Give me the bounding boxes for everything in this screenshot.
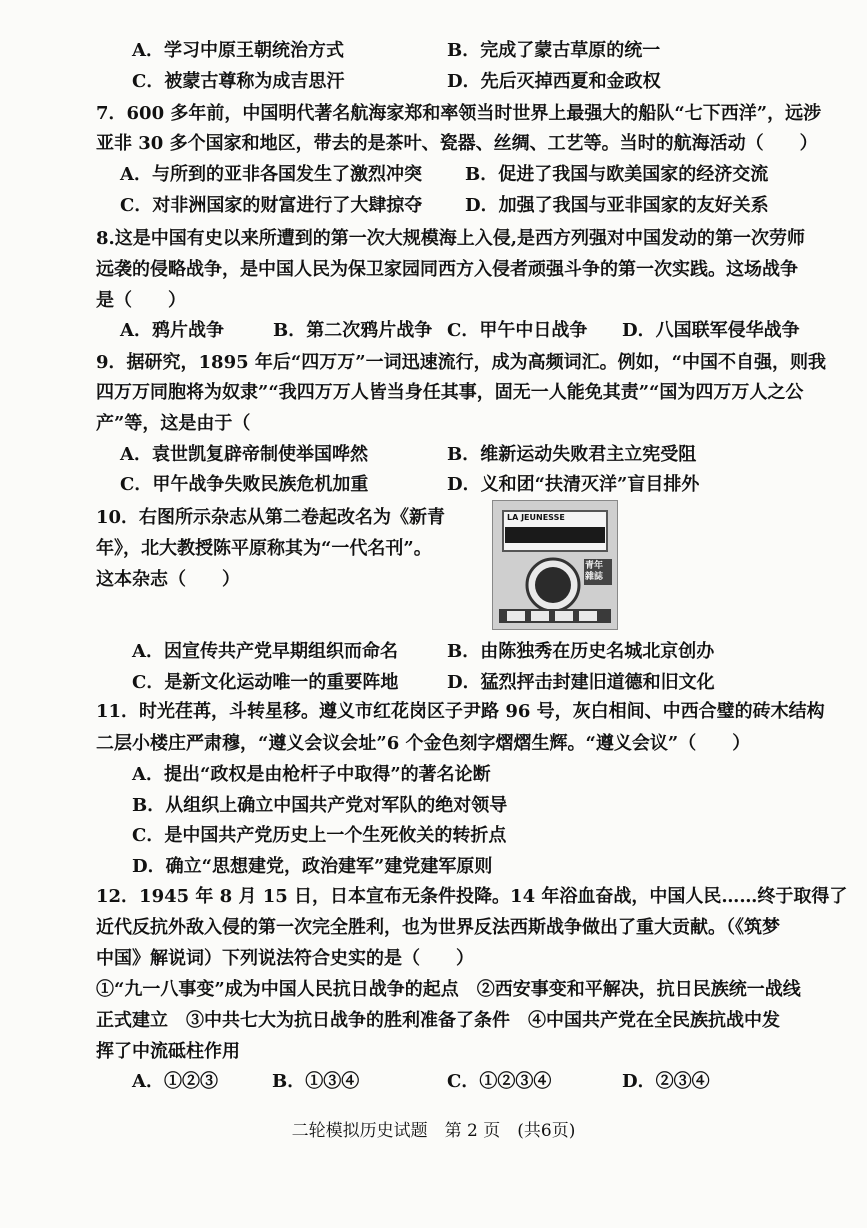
q12-statement-line2: 正式建立 ③中共七大为抗日战争的胜利准备了条件 ④中国共产党在全民族抗战中发 [96, 1010, 780, 1031]
q11-stem-line2: 二层小楼庄严肃穆，“遵义会议会址”6 个金色刻字熠熠生辉。“遵义会议”（ ） [96, 733, 751, 754]
q10-option-b: B．由陈独秀在历史名城北京创办 [447, 641, 715, 662]
q10-option-d: D．猛烈抨击封建旧道德和旧文化 [447, 672, 715, 693]
magazine-cover-image [492, 500, 618, 630]
q7-option-a: A．与所到的亚非各国发生了激烈冲突 [120, 164, 422, 185]
q8-option-d: D．八国联军侵华战争 [622, 320, 800, 341]
q10-option-a: A．因宣传共产党早期组织而命名 [132, 641, 398, 662]
q8-option-a: A．鸦片战争 [120, 320, 224, 341]
q12-statement-line1: ①“九一八事变”成为中国人民抗日战争的起点 ②西安事变和平解决，抗日民族统一战线 [96, 979, 801, 1000]
q11-option-c: C．是中国共产党历史上一个生死攸关的转折点 [132, 825, 507, 846]
q7-stem-line2: 亚非 30 多个国家和地区，带去的是茶叶、瓷器、丝绸、工艺等。当时的航海活动（ ） [96, 133, 818, 154]
q12-stem-line3: 中国》解说词）下列说法符合史实的是（ ） [96, 948, 474, 969]
q10-stem-line3: 这本杂志（ ） [96, 569, 240, 590]
q6-option-c: C．被蒙古尊称为成吉思汗 [132, 71, 345, 92]
q7-option-d: D．加强了我国与亚非国家的友好关系 [465, 195, 769, 216]
q6-option-d: D．先后灭掉西夏和金政权 [447, 71, 661, 92]
q8-option-b: B．第二次鸦片战争 [273, 320, 433, 341]
q7-stem-line1: 7．600 多年前，中国明代著名航海家郑和率领当时世界上最强大的船队“七下西洋”，远涉 [96, 103, 822, 124]
q12-statement-line3: 挥了中流砥柱作用 [96, 1041, 240, 1062]
q9-option-b: B．维新运动失败君主立宪受阻 [447, 444, 697, 465]
magazine-cover-chinese-title: 青年雜誌 [585, 561, 604, 582]
q9-stem-line2: 四万万同胞将为奴隶”“我四万万人皆当身任其事，固无一人能免其责”“国为四万万人之公 [96, 382, 804, 403]
q10-stem-line1: 10．右图所示杂志从第二卷起改名为《新青 [96, 507, 446, 528]
q12-option-d: D．②③④ [622, 1071, 710, 1092]
q11-option-b: B．从组织上确立中国共产党对军队的绝对领导 [132, 795, 508, 816]
q8-option-c: C．甲午中日战争 [447, 320, 588, 341]
q10-option-c: C．是新文化运动唯一的重要阵地 [132, 672, 399, 693]
q12-stem-line1: 12．1945 年 8 月 15 日，日本宣布无条件投降。14 年浴血奋战，中国人民……终于取得了 [96, 886, 848, 907]
q6-option-a: A．学习中原王朝统治方式 [132, 40, 344, 61]
q9-option-d: D．义和团“扶清灭洋”盲目排外 [447, 474, 700, 495]
q12-option-b: B．①③④ [272, 1071, 360, 1092]
q9-stem-line3: 产”等，这是由于（ [96, 413, 251, 434]
q12-option-c: C．①②③④ [447, 1071, 552, 1092]
q12-option-a: A．①②③ [132, 1071, 218, 1092]
q8-stem-line2: 远袭的侵略战争，是中国人民为保卫家园同西方入侵者顽强斗争的第一次实践。这场战争 [96, 259, 798, 280]
page-footer: 二轮模拟历史试题 第 2 页 (共6页) [291, 1121, 576, 1141]
q9-option-a: A．袁世凯复辟帝制使举国哗然 [120, 444, 368, 465]
q12-stem-line2: 近代反抗外敌入侵的第一次完全胜利，也为世界反法西斯战争做出了重大贡献。（《筑梦 [96, 917, 780, 938]
q11-option-a: A．提出“政权是由枪杆子中取得”的著名论断 [132, 764, 491, 785]
q8-stem-line1: 8.这是中国有史以来所遭到的第一次大规模海上入侵,是西方列强对中国发动的第一次劳师 [96, 228, 806, 249]
magazine-cover-title: LA JEUNESSE [507, 513, 565, 522]
q8-stem-line3: 是（ ） [96, 290, 186, 311]
q11-option-d: D．确立“思想建党，政治建军”建党建军原则 [132, 856, 493, 877]
q9-option-c: C．甲午战争失败民族危机加重 [120, 474, 369, 495]
q7-option-c: C．对非洲国家的财富进行了大肆掠夺 [120, 195, 423, 216]
q7-option-b: B．促进了我国与欧美国家的经济交流 [465, 164, 769, 185]
q10-stem-line2: 年》，北大教授陈平原称其为“一代名刊”。 [96, 538, 432, 559]
q6-option-b: B．完成了蒙古草原的统一 [447, 40, 661, 61]
q9-stem-line1: 9．据研究，1895 年后“四万万”一词迅速流行，成为高频词汇。例如，“中国不自强，则我 [96, 352, 826, 373]
q11-stem-line1: 11．时光荏苒，斗转星移。遵义市红花岗区子尹路 96 号，灰白相间、中西合璧的砖木结构 [96, 701, 825, 722]
